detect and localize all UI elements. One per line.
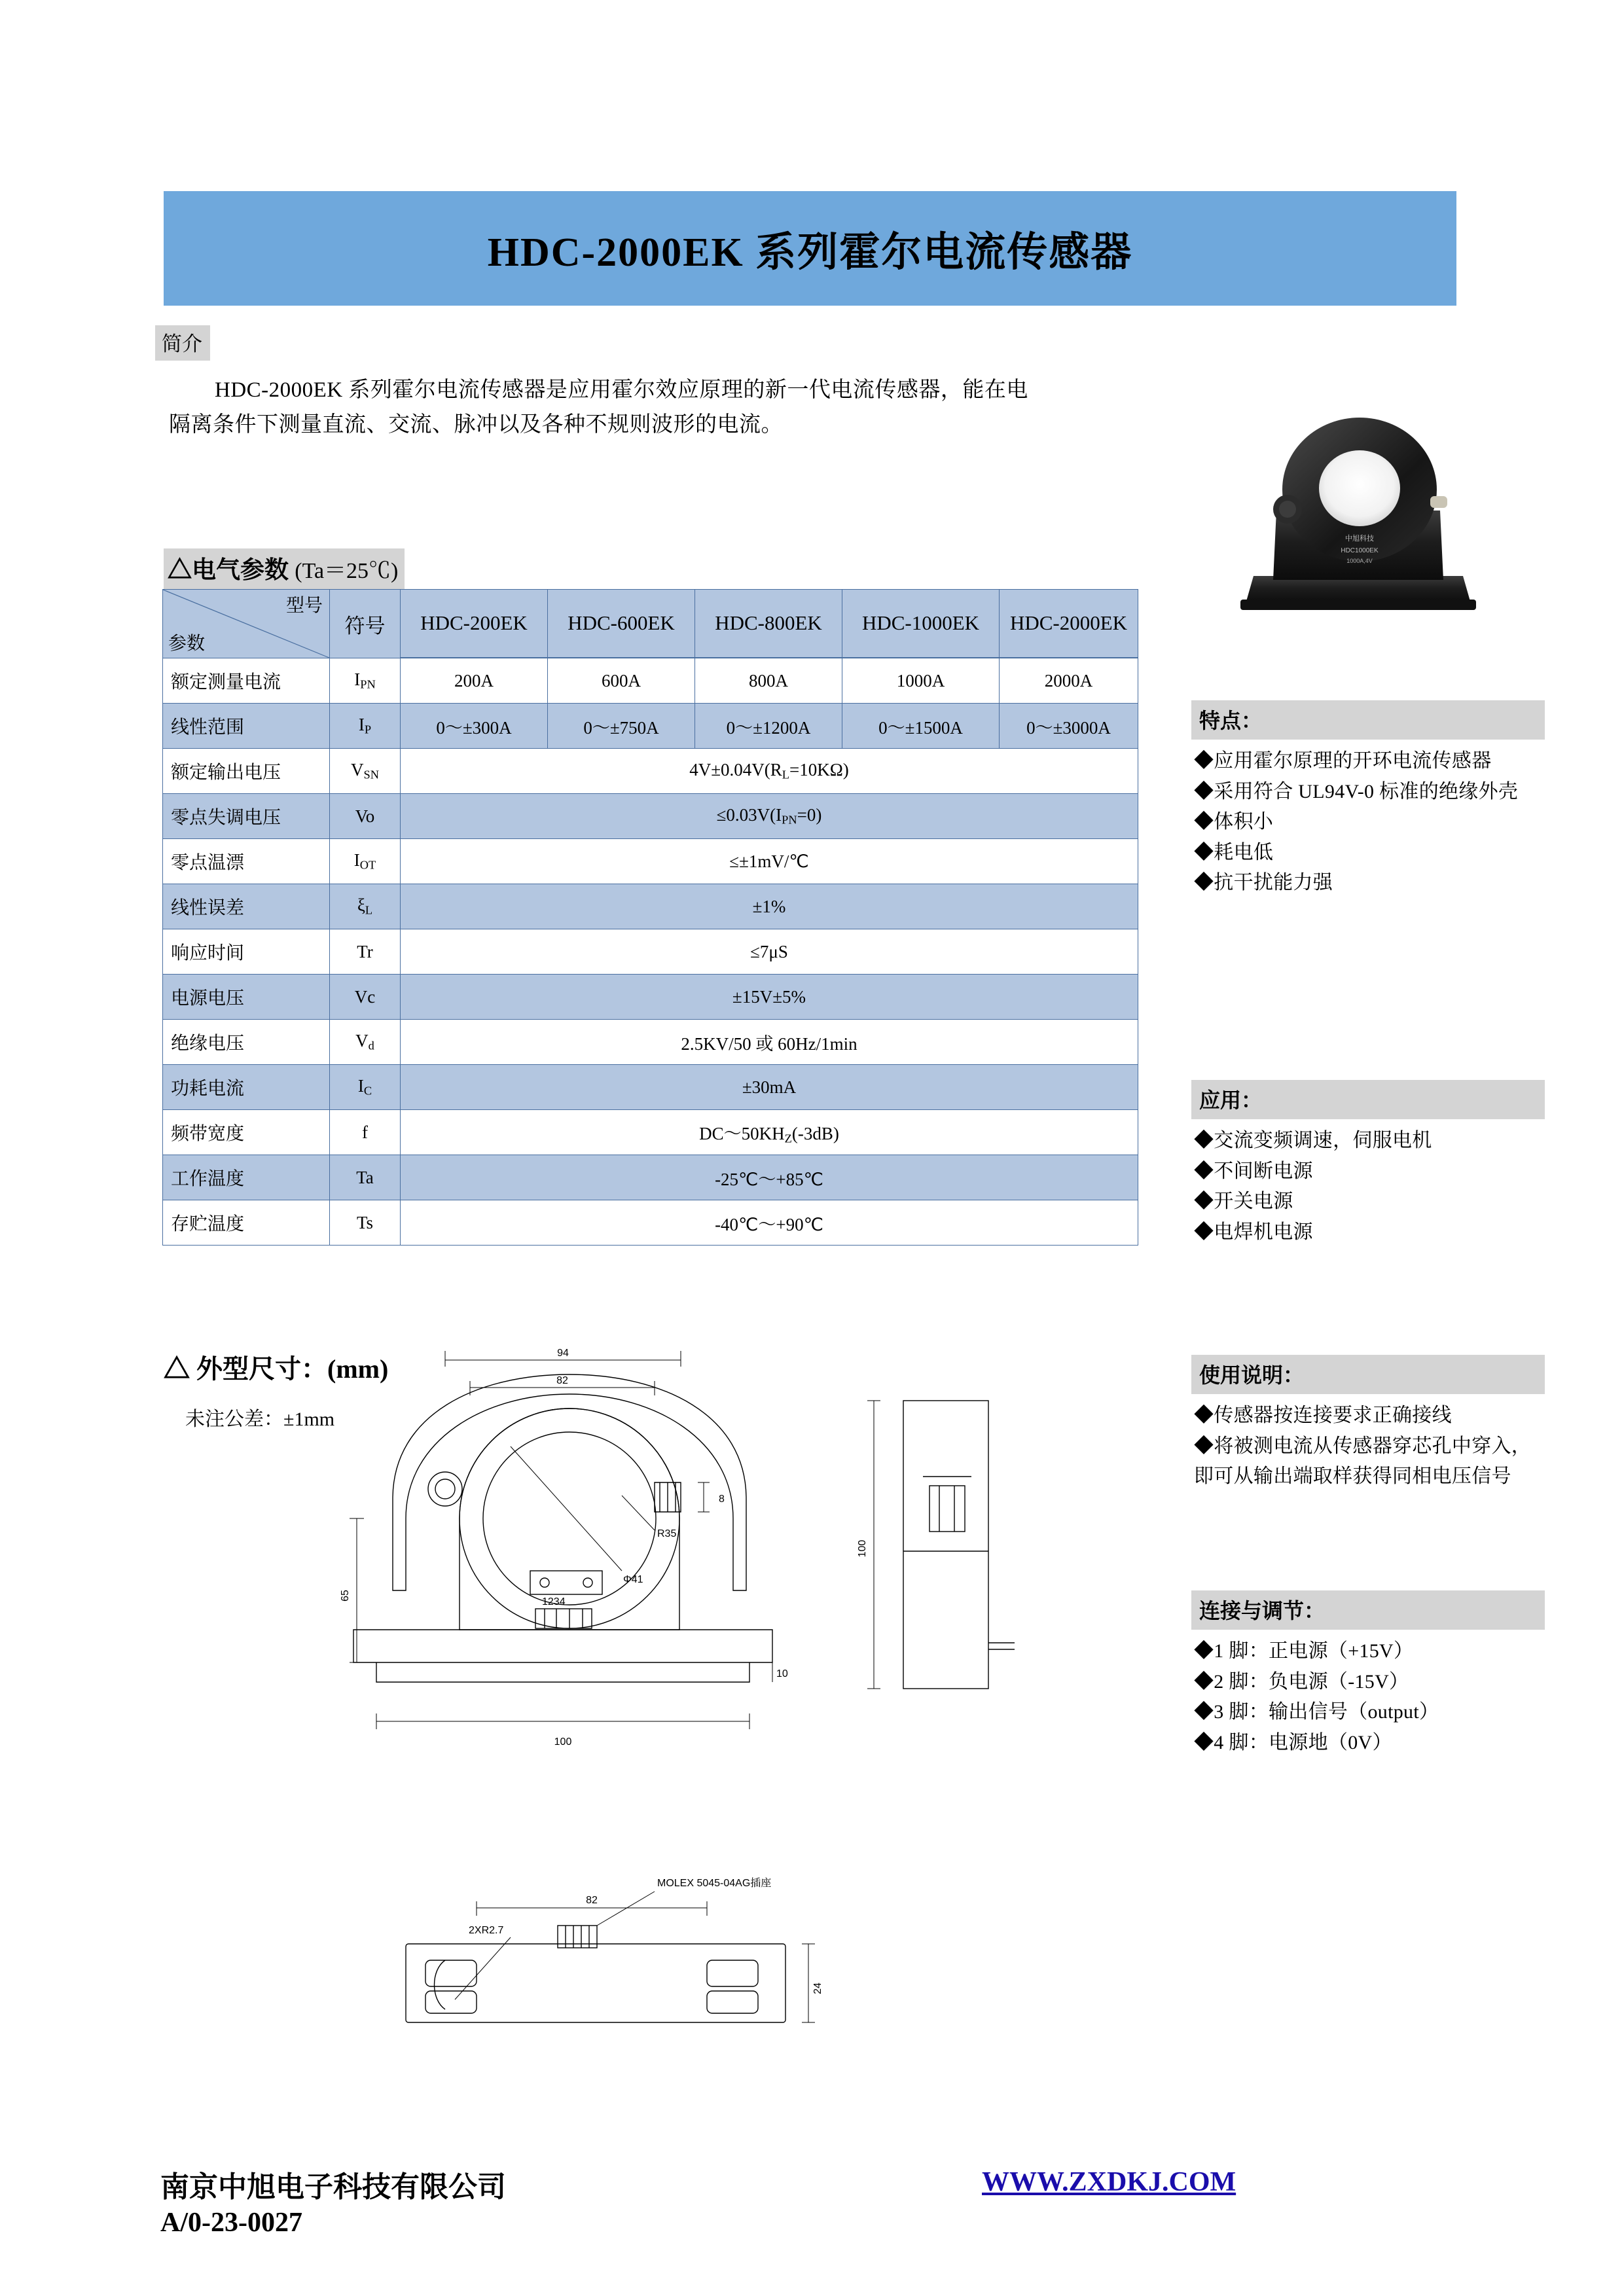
- row-6-value: ≤7μS: [401, 929, 1138, 975]
- table-row: [163, 1020, 1138, 1065]
- dim-label-corner-radius: 2XR2.7: [469, 1925, 504, 1936]
- intro-section-label: 简介: [155, 325, 210, 361]
- dim-label-slot: 8: [719, 1494, 725, 1505]
- intro-paragraph: HDC-2000EK 系列霍尔电流传感器是应用霍尔效应原理的新一代电流传感器，能在电隔离条件下测量直流、交流、脉冲以及各种不规则波形的电流。: [169, 378, 1028, 437]
- usage-heading: 使用说明：: [1191, 1355, 1545, 1394]
- row-1-cell-2: 0～±1200A: [695, 704, 842, 749]
- row-symbol-7: Vc: [330, 975, 401, 1020]
- dim-label-bottom-width: 82: [586, 1895, 598, 1906]
- list-item: ◆体积小: [1194, 811, 1274, 833]
- row-label-0: 额定测量电流: [163, 658, 330, 704]
- dim-label-overall-width: 100: [554, 1736, 572, 1748]
- row-7-value: ±15V±5%: [401, 975, 1138, 1020]
- list-item: ◆电焊机电源: [1194, 1221, 1313, 1243]
- list-item: ◆传感器按连接要求正确接线: [1194, 1405, 1452, 1426]
- list-item: ◆1 脚：正电源（+15V）: [1194, 1640, 1414, 1662]
- list-item: ◆4 脚：电源地（0V）: [1194, 1731, 1392, 1753]
- row-label-8: 绝缘电压: [163, 1020, 330, 1065]
- table-header-row: [163, 590, 1138, 658]
- table-corner-cell: [163, 590, 330, 658]
- row-label-4: 零点温漂: [163, 839, 330, 884]
- list-item: ◆耗电低: [1194, 841, 1274, 863]
- row-1-cell-3: 0～±1500A: [842, 704, 1000, 749]
- row-symbol-0: $I_{PN}$: [330, 658, 401, 704]
- usage-list: [1191, 1401, 1545, 1492]
- table-row: [163, 975, 1138, 1020]
- electrical-params-heading: [164, 548, 405, 589]
- table-row: [163, 658, 1138, 704]
- table-row: [163, 839, 1138, 884]
- row-0-cell-3: 1000A: [842, 658, 1000, 704]
- row-label-2: 额定输出电压: [163, 749, 330, 794]
- list-item: ◆开关电源: [1194, 1191, 1293, 1212]
- svg-text:中旭科技: 中旭科技: [1345, 535, 1374, 543]
- table-row: [163, 794, 1138, 839]
- table-row: [163, 749, 1138, 794]
- row-label-12: 存贮温度: [163, 1200, 330, 1246]
- row-symbol-5: $\xi_L$: [330, 884, 401, 929]
- table-model-header-2: HDC-800EK: [695, 590, 842, 658]
- features-list: [1191, 746, 1545, 899]
- row-symbol-9: $I_C$: [330, 1065, 401, 1110]
- product-photo: [1214, 412, 1502, 628]
- row-1-cell-0: 0～±300A: [401, 704, 548, 749]
- list-item: ◆抗干扰能力强: [1194, 872, 1333, 893]
- dim-label-radius: R35: [657, 1528, 677, 1539]
- row-0-cell-0: 200A: [401, 658, 548, 704]
- connection-list: [1191, 1636, 1545, 1758]
- row-label-3: 零点失调电压: [163, 794, 330, 839]
- list-item: ◆应用霍尔原理的开环电流传感器: [1194, 750, 1492, 772]
- list-item: ◆不间断电源: [1194, 1160, 1313, 1182]
- row-symbol-2: $V_{SN}$: [330, 749, 401, 794]
- list-item: ◆3 脚：输出信号（output）: [1194, 1701, 1439, 1723]
- dimension-drawing: [314, 1348, 1178, 2127]
- dim-label-top-width: 94: [557, 1348, 569, 1359]
- page-title-banner: [164, 191, 1456, 306]
- row-symbol-10: f: [330, 1110, 401, 1155]
- row-label-5: 线性误差: [163, 884, 330, 929]
- dim-label-side-height: 100: [857, 1539, 868, 1558]
- table-model-header-1: HDC-600EK: [548, 590, 695, 658]
- row-symbol-1: $I_P$: [330, 704, 401, 749]
- dim-label-bottom-height: 24: [812, 1982, 823, 1994]
- list-item: ◆2 脚：负电源（-15V）: [1194, 1670, 1409, 1693]
- row-0-cell-4: 2000A: [1000, 658, 1138, 704]
- row-symbol-4: $I_{OT}$: [330, 839, 401, 884]
- dim-label-inner-width: 82: [556, 1375, 568, 1386]
- usage-section: [1191, 1355, 1545, 1492]
- row-3-value: $\le 0.03V(I_{PN}=0)$: [401, 794, 1138, 839]
- table-row: [163, 1110, 1138, 1155]
- row-symbol-12: Ts: [330, 1200, 401, 1246]
- row-label-6: 响应时间: [163, 929, 330, 975]
- row-symbol-8: $V_d$: [330, 1020, 401, 1065]
- row-2-value: $4V\pm 0.04V(R_L=10K\Omega)$: [401, 749, 1138, 794]
- electrical-params-condition: (Ta＝25℃): [295, 559, 399, 583]
- row-11-value: -25℃～+85℃: [401, 1155, 1138, 1200]
- features-section: [1191, 700, 1545, 899]
- row-4-value: ≤±1mV/℃: [401, 839, 1138, 884]
- svg-text:1000A,4V: 1000A,4V: [1346, 558, 1373, 564]
- list-item: ◆采用符合 UL94V-0 标准的绝缘外壳: [1194, 780, 1519, 802]
- footer-company: 南京中旭电子科技有限公司: [160, 2171, 506, 2203]
- row-1-cell-1: 0～±750A: [548, 704, 695, 749]
- row-symbol-11: Ta: [330, 1155, 401, 1200]
- row-8-value: 2.5KV/50 或 60Hz/1min: [401, 1020, 1138, 1065]
- row-12-value: -40℃～+90℃: [401, 1200, 1138, 1246]
- row-label-7: 电源电压: [163, 975, 330, 1020]
- table-row: [163, 1200, 1138, 1246]
- svg-text:HDC1000EK: HDC1000EK: [1341, 547, 1379, 554]
- applications-list: [1191, 1126, 1545, 1247]
- dim-label-pins: 1234: [542, 1596, 566, 1607]
- connection-section: [1191, 1590, 1545, 1758]
- electrical-spec-table: [162, 589, 1138, 1246]
- row-symbol-3: Vo: [330, 794, 401, 839]
- row-5-value: ±1%: [401, 884, 1138, 929]
- table-row: [163, 884, 1138, 929]
- row-label-9: 功耗电流: [163, 1065, 330, 1110]
- features-heading: 特点：: [1191, 700, 1545, 740]
- dim-label-height-left: 65: [340, 1590, 351, 1602]
- row-label-10: 频带宽度: [163, 1110, 330, 1155]
- dimensions-tolerance: 未注公差：±1mm: [185, 1408, 335, 1430]
- table-row: [163, 1065, 1138, 1110]
- list-item: ◆交流变频调速，伺服电机: [1194, 1130, 1432, 1151]
- row-10-value: $DC\sim 50KH_Z(-3dB)$: [401, 1110, 1138, 1155]
- footer-doc-code: A/0-23-0027: [160, 2208, 302, 2238]
- footer-website-link[interactable]: WWW.ZXDKJ.COM: [982, 2167, 1236, 2197]
- table-row: [163, 929, 1138, 975]
- applications-heading: 应用：: [1191, 1080, 1545, 1119]
- dimensions-heading: △ 外型尺寸：(mm): [164, 1354, 389, 1384]
- row-1-cell-4: 0～±3000A: [1000, 704, 1138, 749]
- table-row: [163, 1155, 1138, 1200]
- table-row: [163, 704, 1138, 749]
- table-model-header-4: HDC-2000EK: [1000, 590, 1138, 658]
- table-corner-model: 型号: [285, 596, 323, 616]
- row-0-cell-2: 800A: [695, 658, 842, 704]
- table-symbol-header: 符号: [330, 590, 401, 658]
- dim-label-foot: 10: [776, 1668, 788, 1679]
- row-0-cell-1: 600A: [548, 658, 695, 704]
- row-label-1: 线性范围: [163, 704, 330, 749]
- electrical-params-heading-main: △电气参数: [168, 557, 289, 584]
- dim-label-connector: MOLEX 5045-04AG插座: [657, 1878, 772, 1889]
- table-model-header-3: HDC-1000EK: [842, 590, 1000, 658]
- table-model-header-0: HDC-200EK: [401, 590, 548, 658]
- row-symbol-6: Tr: [330, 929, 401, 975]
- list-item: ◆将被测电流从传感器穿芯孔中穿入，即可从输出端取样获得同相电压信号: [1194, 1435, 1532, 1487]
- applications-section: [1191, 1080, 1545, 1247]
- row-label-11: 工作温度: [163, 1155, 330, 1200]
- connection-heading: 连接与调节：: [1191, 1590, 1545, 1630]
- table-corner-param: 参数: [168, 634, 206, 654]
- page-title: HDC-2000EK 系列霍尔电流传感器: [487, 230, 1133, 275]
- dim-label-bore: Φ41: [623, 1574, 643, 1585]
- row-9-value: ±30mA: [401, 1065, 1138, 1110]
